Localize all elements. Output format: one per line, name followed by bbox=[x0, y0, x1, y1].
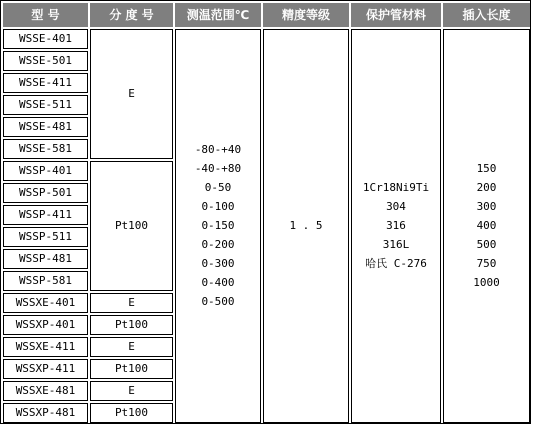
model-cell bbox=[3, 249, 88, 269]
model-cell bbox=[3, 161, 88, 181]
model-cell bbox=[3, 337, 88, 357]
range-value: 0-200 bbox=[201, 238, 235, 251]
model-cell bbox=[3, 359, 88, 379]
model-cell bbox=[3, 205, 88, 225]
division-cell bbox=[90, 293, 173, 313]
model-label: WSSXE-401 bbox=[15, 296, 76, 309]
range-column bbox=[175, 29, 261, 423]
division-group-e bbox=[90, 29, 173, 159]
model-cell bbox=[3, 315, 88, 335]
material-value: 304 bbox=[386, 200, 406, 213]
division-label: Pt100 bbox=[114, 318, 149, 331]
division-cell bbox=[90, 381, 173, 401]
range-value: 0-100 bbox=[201, 200, 235, 213]
accuracy-value: 1 . 5 bbox=[289, 219, 323, 232]
model-label: WSSXE-481 bbox=[15, 384, 76, 397]
length-value: 500 bbox=[476, 238, 497, 251]
range-value: 0-400 bbox=[201, 276, 235, 289]
model-label: WSSXP-401 bbox=[15, 318, 76, 331]
length-value: 750 bbox=[476, 257, 497, 270]
model-label: WSSP-511 bbox=[19, 230, 72, 243]
model-label: WSSE-401 bbox=[19, 32, 72, 45]
material-value: 316L bbox=[382, 238, 410, 251]
header-division: 分 度 号 bbox=[90, 3, 173, 27]
model-label: WSSXP-481 bbox=[15, 406, 76, 419]
model-label: WSSXP-411 bbox=[15, 362, 76, 375]
length-value: 200 bbox=[476, 181, 497, 194]
division-label: E bbox=[128, 296, 135, 309]
model-cell bbox=[3, 139, 88, 159]
length-value: 400 bbox=[476, 219, 497, 232]
length-value: 1000 bbox=[473, 276, 500, 289]
material-value: 316 bbox=[386, 219, 406, 232]
model-cell bbox=[3, 227, 88, 247]
division-cell bbox=[90, 403, 173, 423]
model-cell bbox=[3, 117, 88, 137]
length-list bbox=[444, 159, 529, 292]
header-accuracy: 精度等级 bbox=[263, 3, 349, 27]
model-cell bbox=[3, 293, 88, 313]
material-column bbox=[351, 29, 441, 423]
division-cell bbox=[90, 337, 173, 357]
division-label: Pt100 bbox=[114, 362, 149, 375]
range-value: 0-500 bbox=[201, 295, 235, 308]
model-cell bbox=[3, 403, 88, 423]
model-cell bbox=[3, 381, 88, 401]
division-cell bbox=[90, 359, 173, 379]
model-label: WSSP-401 bbox=[19, 164, 72, 177]
model-cell bbox=[3, 183, 88, 203]
model-cell bbox=[3, 73, 88, 93]
division-label: Pt100 bbox=[114, 219, 149, 232]
length-column bbox=[443, 29, 530, 423]
model-label: WSSE-411 bbox=[19, 76, 72, 89]
division-label: E bbox=[128, 384, 135, 397]
model-label: WSSE-581 bbox=[19, 142, 72, 155]
division-cell bbox=[90, 315, 173, 335]
model-cell bbox=[3, 95, 88, 115]
division-label: E bbox=[128, 340, 135, 353]
model-cell bbox=[3, 29, 88, 49]
material-value: 1Cr18Ni9Ti bbox=[362, 181, 430, 194]
range-value: 0-150 bbox=[201, 219, 235, 232]
header-range: 测温范围℃ bbox=[175, 3, 261, 27]
header-material: 保护管材料 bbox=[351, 3, 441, 27]
range-value: -80-+40 bbox=[194, 143, 242, 156]
division-label: E bbox=[128, 87, 135, 100]
length-value: 150 bbox=[476, 162, 497, 175]
range-value: 0-300 bbox=[201, 257, 235, 270]
model-label: WSSP-581 bbox=[19, 274, 72, 287]
range-value: 0-50 bbox=[204, 181, 232, 194]
header-model: 型 号 bbox=[3, 3, 88, 27]
model-label: WSSP-501 bbox=[19, 186, 72, 199]
model-label: WSSP-411 bbox=[19, 208, 72, 221]
division-group-pt100 bbox=[90, 161, 173, 291]
model-label: WSSP-481 bbox=[19, 252, 72, 265]
accuracy-column bbox=[263, 29, 349, 423]
length-value: 300 bbox=[476, 200, 497, 213]
model-label: WSSE-481 bbox=[19, 120, 72, 133]
model-label: WSSE-511 bbox=[19, 98, 72, 111]
model-label: WSSXE-411 bbox=[15, 340, 76, 353]
model-label: WSSE-501 bbox=[19, 54, 72, 67]
material-value: 哈氏 C-276 bbox=[365, 257, 427, 270]
model-cell bbox=[3, 271, 88, 291]
model-cell bbox=[3, 51, 88, 71]
range-value: -40-+80 bbox=[194, 162, 242, 175]
division-label: Pt100 bbox=[114, 406, 149, 419]
header-length: 插入长度 bbox=[443, 3, 530, 27]
range-list bbox=[176, 140, 260, 311]
material-list bbox=[352, 178, 440, 273]
